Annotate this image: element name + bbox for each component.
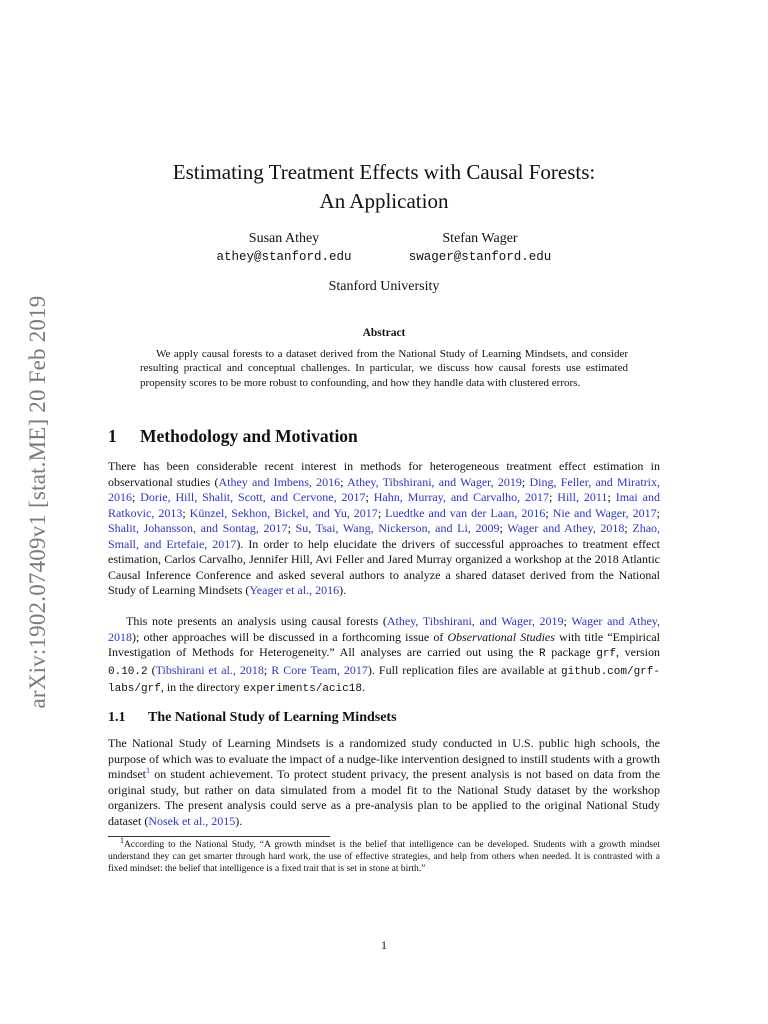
- subsection-title: The National Study of Learning Mindsets: [148, 710, 397, 725]
- text-run: The National Study of Learning Mindsets is a randomized study conducted in U.S. public high schools, the purpose of which was to evaluate the impact of a nudge-like intervention designed to instill students with a growth mindset: [108, 736, 660, 782]
- citation-link[interactable]: R Core Team, 2017: [271, 662, 368, 677]
- abstract-heading: Abstract: [362, 327, 406, 339]
- section-heading: [108, 426, 358, 447]
- citation-link[interactable]: Nie and Wager, 2017: [552, 505, 657, 520]
- citation-link[interactable]: Athey and Imbens, 2016: [218, 474, 341, 489]
- subsection-heading: [108, 710, 397, 726]
- title-line-1: Estimating Treatment Effects with Causal Forests:: [172, 160, 596, 184]
- citation-link[interactable]: Wager and Athey, 2018: [108, 614, 660, 644]
- citation-link[interactable]: Luedtke and van der Laan, 2016: [385, 505, 546, 520]
- arxiv-identifier-stamp: arXiv:1902.07409v1 [stat.ME] 20 Feb 2019: [25, 295, 50, 709]
- paragraph: There has been considerable recent interest in methods for heterogeneous treatment effect estimation in observational studies (Athey and Imbens, 2016; Athey, Tibshirani, and Wager, 2019; Ding, Feller, and Miratrix, 2016; Dorie, Hill, Shalit, Scott, and Cervone, 2017; Hahn, Murray, and Carvalho, 2017; Hill, 2011; Imai and Ratkovic, 2013; Künzel, Sekhon, Bickel, and Yu, 2017; Luedtke and van der Laan, 2016; Nie and Wager, 2017; Shalit, Johansson, and Sontag, 2017; Su, Tsai, Wang, Nickerson, and Li, 2009; Wager and Athey, 2018; Zhao, Small, and Ertefaie, 2017). In order to help elucidate the drivers of successful approaches to treatment effect estimation, Carlos Carvalho, Jennifer Hill, Avi Feller and Jared Murray organized a workshop at the 2018 Atlantic Causal Inference Conference and asked several authors to analyze a shared dataset derived from the National Study of Learning Mindsets (Yeager et al., 2016).: [108, 459, 661, 598]
- citation-link[interactable]: Hill, 2011: [557, 490, 608, 505]
- text-run: with title “Empirical Investigation of Methods for Heterogeneity.” All analyses are carried out using the: [108, 629, 660, 660]
- author-2: [380, 230, 580, 266]
- code-text: experiments/acic18: [243, 683, 362, 696]
- citation-link[interactable]: Zhao, Small, and Ertefaie, 2017: [108, 521, 661, 551]
- paper-title: [100, 158, 668, 216]
- citation-link[interactable]: Athey, Tibshirani, and Wager, 2019: [386, 614, 564, 628]
- paragraph: [108, 736, 660, 829]
- text-run: ).: [235, 813, 243, 828]
- author-email: athey@stanford.edu: [216, 250, 352, 264]
- citation-link[interactable]: Nosek et al., 2015: [148, 813, 236, 828]
- code-text: grf: [596, 648, 617, 661]
- journal-name: Observational Studies: [447, 629, 555, 644]
- author-1: [184, 230, 384, 266]
- citation-link[interactable]: Hahn, Murray, and Carvalho, 2017: [373, 490, 550, 505]
- subsection-number: 1.1: [108, 710, 126, 725]
- section-title: Methodology and Motivation: [140, 426, 358, 446]
- code-text: 0.10.2: [108, 665, 148, 678]
- footnote-divider: [108, 836, 330, 837]
- citation-link[interactable]: Athey, Tibshirani, and Wager, 2019: [347, 474, 522, 489]
- footnote: [108, 835, 660, 875]
- citation-link[interactable]: Yeager et al., 2016: [249, 583, 340, 598]
- text-run: ); other approaches will be discussed in a forthcoming issue of: [132, 629, 448, 644]
- citation-link[interactable]: Su, Tsai, Wang, Nickerson, and Li, 2009: [295, 521, 500, 536]
- text-run: There has been considerable recent interest in methods for heterogeneous treatment effect estimation in observational studies (: [108, 459, 660, 489]
- text-run: package: [545, 645, 597, 660]
- footnote-marker[interactable]: 1: [146, 766, 150, 776]
- text-run: (: [147, 662, 156, 677]
- author-name: Stefan Wager: [442, 231, 518, 246]
- citation-link[interactable]: Ding, Feller, and Miratrix, 2016: [108, 474, 661, 505]
- text-run: , version: [616, 645, 661, 660]
- footnote-text: According to the National Study, “A growth mindset is the belief that intelligence can be developed. Students with a growth mindset understand they can get smarter through hard work, the use of effective strategies, and help from others when needed. It is contrasted with a fixed mindset: the belief that intelligence is a fixed trait that is set in stone at birth.”: [108, 840, 660, 874]
- section-number: 1: [108, 426, 117, 446]
- author-email: swager@stanford.edu: [408, 250, 552, 264]
- citation-link[interactable]: Imai and Ratkovic, 2013: [108, 490, 660, 520]
- citation-link[interactable]: Wager and Athey, 2018: [507, 521, 625, 536]
- citation-link[interactable]: Shalit, Johansson, and Sontag, 2017: [108, 521, 288, 536]
- citation-link[interactable]: Tibshirani et al., 2018: [155, 662, 264, 677]
- text-run: ).: [339, 583, 347, 598]
- citation-link[interactable]: Künzel, Sekhon, Bickel, and Yu, 2017: [189, 505, 378, 520]
- abstract-text: We apply causal forests to a dataset derived from the National Study of Learning Mindsets, and consider resulting practical and conceptual challenges. In particular, we discuss how causal forests use estimated propensity scores to be more robust to confounding, and how they handle data with clustered errors.: [140, 348, 628, 389]
- page-number: 1: [381, 938, 387, 952]
- text-run: This note presents an analysis using causal forests (: [126, 614, 387, 628]
- citation-link[interactable]: Dorie, Hill, Shalit, Scott, and Cervone, 2017: [140, 490, 366, 505]
- affiliation: Stanford University: [328, 279, 440, 294]
- title-line-2: An Application: [319, 189, 449, 213]
- code-text: R: [539, 648, 546, 661]
- text-run: ). In order to help elucidate the drivers of successful approaches to treatment effect estimation, Carlos Carvalho, Jennifer Hill, Avi Feller and Jared Murray organized a workshop at the 2018 Atlantic Causal Inference Conference and asked several authors to analyze a shared dataset derived from the National Study of Learning Mindsets (: [108, 536, 660, 598]
- text-run: .: [361, 680, 365, 695]
- paragraph: This note presents an analysis using causal forests (Athey, Tibshirani, and Wager, 2019; Wager and Athey, 2018); other approaches will be discussed in a forthcoming issue of Observational Studies with title “Empirical Investigation of Methods for Heterogeneity.” All analyses are carried out using the R package grf, version 0.10.2 (Tibshirani et al., 2018; R Core Team, 2017). Full replication files are available at github.com/grf-labs/grf, in the directory experiments/acic18.: [108, 614, 661, 696]
- text-run: , in the directory: [160, 680, 244, 695]
- text-run: ). Full replication files are available at: [367, 662, 561, 677]
- author-name: Susan Athey: [248, 231, 320, 246]
- text-run: on student achievement. To protect student privacy, the present analysis is not based on data from the original study, but rather on data simulated from a model fit to the National Study dataset by the workshop organizers. The present analysis could serve as a pre-analysis plan to be applied to the original National Study dataset (: [108, 767, 660, 828]
- footnote-number: 1: [120, 835, 124, 845]
- repository-url: github.com/grf-labs/grf: [108, 665, 660, 696]
